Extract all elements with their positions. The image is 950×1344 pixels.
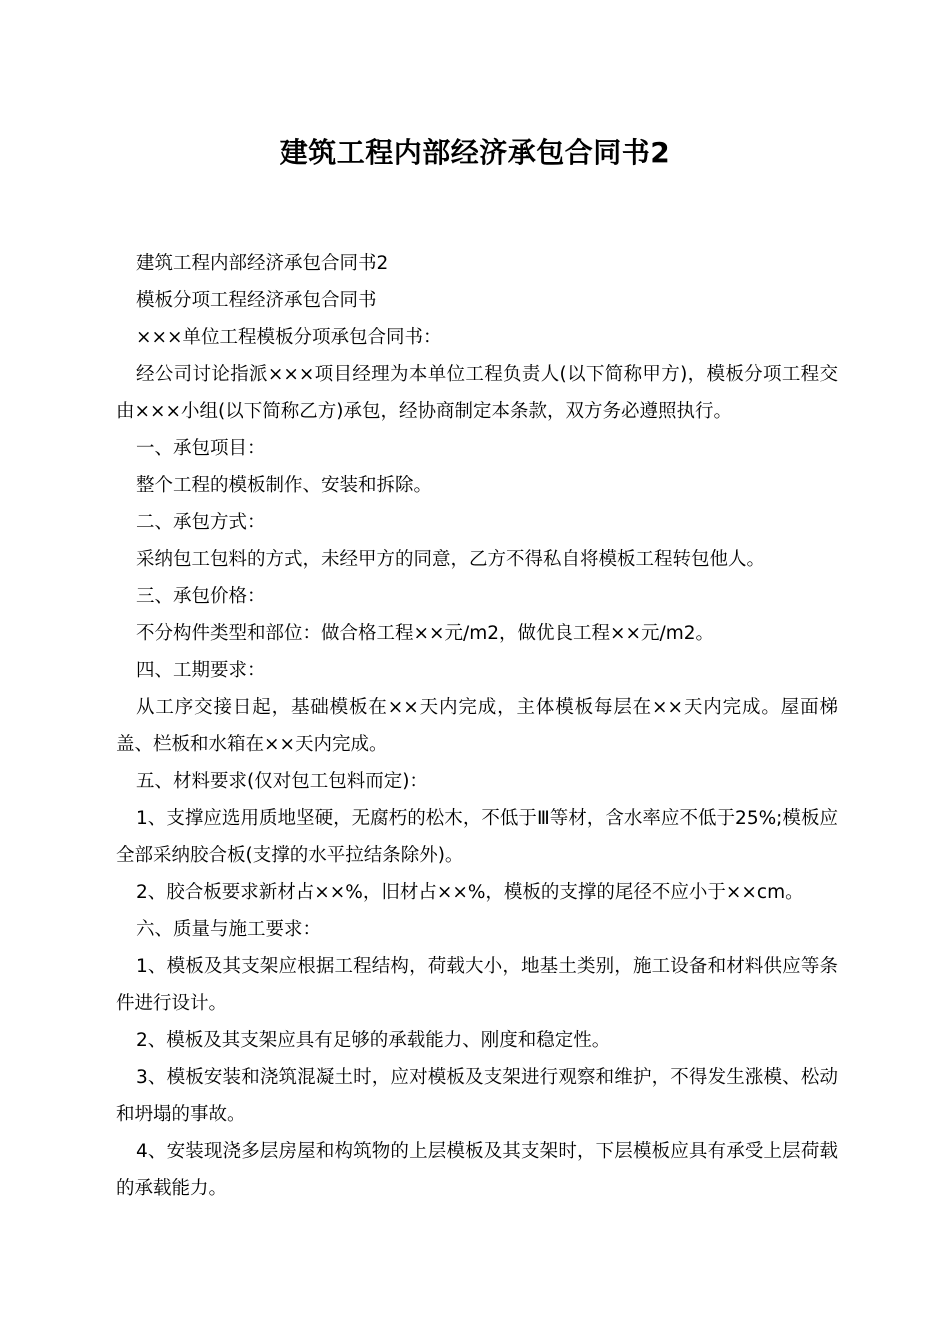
section-heading: 六、质量与施工要求： (136, 919, 322, 940)
paragraph: 模板分项工程经济承包合同书 (136, 290, 377, 311)
paragraph: 采纳包工包料的方式，未经甲方的同意，乙方不得私自将模板工程转包他人。 (136, 549, 766, 570)
paragraph: 2、模板及其支架应具有足够的承载能力、刚度和稳定性。 (136, 1030, 611, 1051)
paragraph: 4、安装现浇多层房屋和构筑物的上层模板及其支架时，下层模板应具有承受上层荷载的承载能力。 (116, 1141, 838, 1199)
document-title: 建筑工程内部经济承包合同书2 (279, 136, 671, 169)
paragraph: 1、模板及其支架应根据工程结构，荷载大小，地基土类别，施工设备和材料供应等条件进行设计。 (116, 956, 838, 1014)
paragraph: 整个工程的模板制作、安装和拆除。 (136, 475, 433, 496)
section-heading: 四、工期要求： (136, 660, 266, 681)
section-heading: 三、承包价格： (136, 586, 266, 607)
paragraph: ×××单位工程模板分项承包合同书： (136, 327, 442, 348)
paragraph: 建筑工程内部经济承包合同书2 (136, 253, 389, 274)
paragraph: 1、支撑应选用质地坚硬，无腐朽的松木，不低于Ⅲ等材，含水率应不低于25%;模板应全部采纳胶合板(支撑的水平拉结条除外)。 (116, 808, 838, 866)
paragraph: 从工序交接日起，基础模板在××天内完成，主体模板每层在××天内完成。屋面梯盖、栏板和水箱在××天内完成。 (116, 697, 838, 755)
section-heading: 一、承包项目： (136, 438, 266, 459)
paragraph: 2、胶合板要求新材占××%，旧材占××%，模板的支撑的尾径不应小于××cm。 (136, 882, 804, 903)
paragraph: 经公司讨论指派×××项目经理为本单位工程负责人(以下简称甲方)，模板分项工程交由×××小组(以下简称乙方)承包，经协商制定本条款，双方务必遵照执行。 (116, 364, 838, 422)
paragraph: 3、模板安装和浇筑混凝土时，应对模板及支架进行观察和维护，不得发生涨模、松动和坍塌的事故。 (116, 1067, 838, 1125)
document-body (116, 245, 838, 1207)
section-heading: 五、材料要求(仅对包工包料而定)： (136, 771, 428, 792)
section-heading: 二、承包方式： (136, 512, 266, 533)
paragraph: 不分构件类型和部位：做合格工程××元/m2，做优良工程××元/m2。 (136, 623, 715, 644)
